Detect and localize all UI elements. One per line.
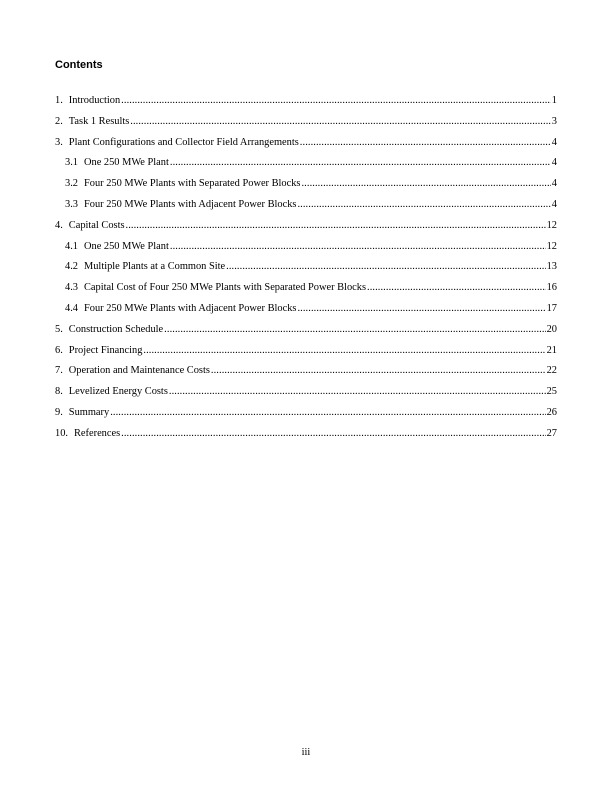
- toc-heading: Contents: [55, 59, 103, 71]
- toc-entry[interactable]: [55, 219, 557, 240]
- toc-entry-title: One 250 MWe Plant: [84, 157, 169, 169]
- toc-entry[interactable]: [55, 156, 557, 177]
- toc-entry-number: 6.: [55, 344, 63, 356]
- toc-entry-page-number: 13: [546, 261, 557, 273]
- toc-entry-title: Plant Configurations and Collector Field Arrangements: [68, 136, 299, 148]
- toc-entry[interactable]: [55, 344, 557, 365]
- toc-entry-number: 1.: [55, 95, 63, 106]
- toc-entry[interactable]: [55, 427, 557, 448]
- toc-dot-leader: [130, 115, 551, 129]
- toc-entry-number: 9.: [55, 406, 63, 418]
- toc-entry-page-number: 1: [551, 95, 557, 106]
- toc-entry-number: 4.3: [65, 282, 78, 294]
- toc-entry[interactable]: [55, 302, 557, 323]
- toc-entry-page-number: 3: [551, 115, 557, 127]
- toc-entry[interactable]: [55, 94, 557, 115]
- toc-entry-page-number: 4: [551, 157, 557, 169]
- toc-entry-number: 3.1: [65, 157, 78, 169]
- toc-entry-title: Four 250 MWe Plants with Separated Power Blocks: [84, 178, 301, 190]
- toc-entry-page-number: 12: [546, 240, 557, 252]
- toc-dot-leader: [164, 323, 545, 337]
- toc-entry-page-number: 4: [551, 178, 557, 190]
- toc-entry-title: Four 250 MWe Plants with Adjacent Power Blocks: [84, 198, 297, 210]
- toc-entry[interactable]: [55, 385, 557, 406]
- toc-dot-leader: [301, 177, 550, 191]
- toc-entry-title: Capital Costs: [68, 219, 125, 231]
- toc-entry[interactable]: [55, 364, 557, 385]
- toc-entry-page-number: 4: [551, 136, 557, 148]
- toc-entry-page-number: 26: [546, 406, 557, 418]
- toc-entry-page-number: 17: [546, 302, 557, 314]
- toc-entry-title: Multiple Plants at a Common Site: [84, 261, 226, 273]
- toc-dot-leader: [121, 94, 551, 108]
- toc-entry-title: Task 1 Results: [68, 115, 130, 127]
- toc-entry-page-number: 20: [546, 323, 557, 335]
- toc-entry-title: Capital Cost of Four 250 MWe Plants with Separated Power Blocks: [84, 282, 366, 294]
- toc-entry[interactable]: [55, 177, 557, 198]
- page-number-footer: iii: [301, 747, 311, 758]
- toc-entry-title: Construction Schedule: [68, 323, 164, 335]
- toc-entry-title: Summary: [68, 406, 110, 418]
- toc-entry-title: References: [74, 427, 121, 439]
- toc-dot-leader: [126, 219, 546, 233]
- toc-dot-leader: [300, 136, 551, 150]
- toc-dot-leader: [297, 302, 545, 316]
- toc-entry[interactable]: [55, 406, 557, 427]
- toc-dot-leader: [121, 427, 545, 441]
- toc-entry-number: 4.2: [65, 261, 78, 273]
- toc-entry-title: Operation and Maintenance Costs: [68, 365, 210, 377]
- toc-entry-number: 7.: [55, 365, 63, 377]
- toc-entry-page-number: 16: [546, 282, 557, 294]
- toc-entry-page-number: 27: [546, 427, 557, 439]
- toc-entry-page-number: 22: [546, 365, 557, 377]
- toc-entry-page-number: 21: [546, 344, 557, 356]
- toc-dot-leader: [110, 406, 545, 420]
- toc-entry-page-number: 4: [551, 198, 557, 210]
- toc-entry[interactable]: [55, 115, 557, 136]
- toc-entry[interactable]: [55, 260, 557, 281]
- toc-entry[interactable]: [55, 198, 557, 219]
- toc-entry-page-number: 12: [546, 219, 557, 231]
- table-of-contents: [55, 94, 557, 448]
- toc-entry-page-number: 25: [546, 386, 557, 398]
- toc-entry[interactable]: [55, 323, 557, 344]
- toc-dot-leader: [170, 240, 546, 254]
- toc-dot-leader: [297, 198, 550, 212]
- toc-entry-number: 4.: [55, 219, 63, 231]
- toc-entry-number: 2.: [55, 115, 63, 127]
- toc-entry[interactable]: [55, 136, 557, 157]
- toc-dot-leader: [143, 344, 545, 358]
- toc-entry[interactable]: [55, 281, 557, 302]
- toc-entry-number: 3.2: [65, 178, 78, 190]
- toc-entry[interactable]: [55, 240, 557, 261]
- toc-entry-number: 4.1: [65, 240, 78, 252]
- toc-entry-number: 5.: [55, 323, 63, 335]
- toc-entry-number: 3.3: [65, 198, 78, 210]
- toc-dot-leader: [367, 281, 546, 295]
- toc-entry-title: Introduction: [68, 95, 121, 106]
- toc-entry-number: 8.: [55, 386, 63, 398]
- toc-entry-title: Four 250 MWe Plants with Adjacent Power Blocks: [84, 302, 297, 314]
- toc-entry-title: Levelized Energy Costs: [68, 386, 168, 398]
- toc-dot-leader: [211, 364, 546, 378]
- toc-dot-leader: [170, 156, 551, 170]
- toc-dot-leader: [226, 260, 545, 274]
- toc-dot-leader: [169, 385, 546, 399]
- toc-entry-title: Project Financing: [68, 344, 143, 356]
- toc-entry-number: 3.: [55, 136, 63, 148]
- toc-entry-number: 4.4: [65, 302, 78, 314]
- toc-entry-title: One 250 MWe Plant: [84, 240, 169, 252]
- toc-entry-number: 10.: [55, 427, 68, 439]
